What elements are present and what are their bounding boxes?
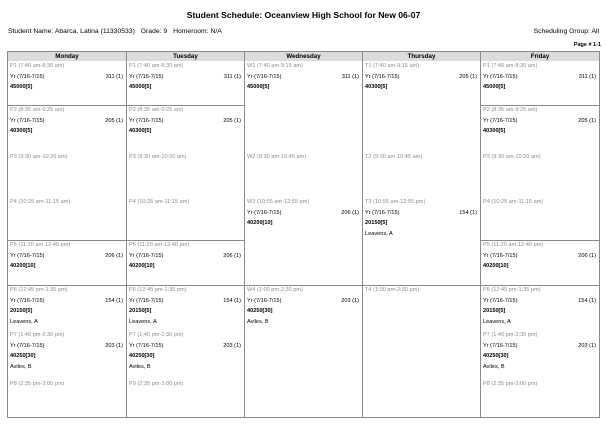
period-time: P1 (7:40 am-8:30 am) <box>10 63 65 69</box>
period-time: P5 (11:20 am-12:40 pm) <box>483 242 544 248</box>
course-code: 40300[5] <box>365 84 388 90</box>
scheduling-group <box>534 28 599 35</box>
teacher: Leavens, A <box>365 230 393 237</box>
course-code: 45000[5] <box>247 84 270 90</box>
period-time: P6 (12:45 pm-1:35 pm) <box>129 287 187 293</box>
room: 154 (1) <box>459 209 477 216</box>
period-block <box>247 61 359 93</box>
course-code: 40250[30] <box>129 353 155 359</box>
period-block <box>483 285 596 327</box>
period-block <box>483 105 596 137</box>
period-block <box>10 330 123 372</box>
column-wednesday <box>245 61 363 417</box>
period-block <box>365 152 477 163</box>
room: 205 (1) <box>578 117 596 124</box>
course-code: 40300[5] <box>483 128 506 134</box>
period-block <box>10 379 123 390</box>
term: Yr (7/16-7/15) <box>10 117 45 124</box>
course-code: 20150[5] <box>483 308 506 314</box>
period-block <box>365 285 477 296</box>
period-time: W4 (1:00 pm-2:30 pm) <box>247 287 303 293</box>
period-time: P3 (9:30 am-10:20 am) <box>129 154 187 160</box>
term: Yr (7/16-7/15) <box>129 73 164 80</box>
period-time: W3 (10:55 am-12:55 pm) <box>247 199 310 205</box>
period-block <box>10 152 123 163</box>
period-time: P4 (10:25 am-11:15 am) <box>10 199 71 205</box>
teacher: Aviles, B <box>10 363 32 370</box>
teacher: Aviles, B <box>247 318 269 325</box>
period-block <box>10 285 123 327</box>
scheduling-group-label: Scheduling Group: <box>533 28 590 35</box>
term: Yr (7/16-7/15) <box>10 297 45 304</box>
room: 205 (1) <box>105 117 123 124</box>
course-code: 20150[5] <box>129 308 152 314</box>
term: Yr (7/16-7/15) <box>10 252 45 259</box>
period-block <box>10 105 123 137</box>
period-time: W2 (9:30 am-10:45 am) <box>247 154 307 160</box>
period-block <box>247 152 359 163</box>
period-time: P5 (11:20 am-12:40 pm) <box>10 242 71 248</box>
homeroom-value: N/A <box>210 28 222 35</box>
period-time: P4 (10:25 am-11:15 am) <box>129 199 190 205</box>
term: Yr (7/16-7/15) <box>129 117 164 124</box>
period-block <box>247 197 359 229</box>
period-block <box>483 61 596 93</box>
period-time: P8 (2:35 pm-3:00 pm) <box>10 381 65 387</box>
room: 206 (1) <box>578 252 596 259</box>
period-time: P6 (12:45 pm-1:35 pm) <box>10 287 68 293</box>
term: Yr (7/16-7/15) <box>483 342 518 349</box>
room: 205 (1) <box>459 73 477 80</box>
term: Yr (7/16-7/15) <box>10 73 45 80</box>
period-time: P3 (9:30 am-10:20 am) <box>483 154 541 160</box>
teacher: Aviles, B <box>129 363 151 370</box>
room: 154 (1) <box>578 297 596 304</box>
term: Yr (7/16-7/15) <box>365 209 400 216</box>
day-header-tuesday: Tuesday <box>127 52 245 61</box>
period-block <box>129 379 241 390</box>
period-time: P1 (7:40 am-8:30 am) <box>129 63 184 69</box>
page-number: Page # 1-1 <box>573 42 601 48</box>
student-label: Student Name: <box>8 28 54 35</box>
period-time: P7 (1:40 pm-2:30 pm) <box>483 332 538 338</box>
room: 206 (1) <box>105 252 123 259</box>
column-friday <box>481 61 599 417</box>
period-time: T1 (7:40 am-9:15 am) <box>365 63 420 69</box>
grade-label: Grade: <box>140 28 162 35</box>
room: 311 (1) <box>341 73 359 80</box>
period-time: P2 (8:35 am-9:25 am) <box>129 107 184 113</box>
scheduling-group-value: All <box>591 28 599 35</box>
period-block <box>10 240 123 272</box>
term: Yr (7/16-7/15) <box>483 117 518 124</box>
term: Yr (7/16-7/15) <box>483 252 518 259</box>
column-tuesday <box>127 61 245 417</box>
room: 154 (1) <box>223 297 241 304</box>
course-code: 45000[5] <box>129 84 152 90</box>
term: Yr (7/16-7/15) <box>10 342 45 349</box>
course-code: 40250[30] <box>247 308 273 314</box>
day-header-friday: Friday <box>481 52 599 61</box>
homeroom-label: Homeroom: <box>173 28 209 35</box>
course-code: 40200[10] <box>129 263 155 269</box>
room: 203 (1) <box>578 342 596 349</box>
course-code: 40300[5] <box>10 128 33 134</box>
room: 206 (1) <box>341 209 359 216</box>
period-block <box>129 330 241 372</box>
room: 203 (1) <box>105 342 123 349</box>
period-block <box>129 152 241 163</box>
day-header-wednesday: Wednesday <box>245 52 363 61</box>
room: 311 (1) <box>223 73 241 80</box>
period-block <box>129 61 241 93</box>
term: Yr (7/16-7/15) <box>129 297 164 304</box>
room: 205 (1) <box>223 117 241 124</box>
term: Yr (7/16-7/15) <box>247 209 282 216</box>
period-time: P6 (12:45 pm-1:35 pm) <box>483 287 541 293</box>
report-title: Student Schedule: Oceanview High School for New 06-07 <box>186 10 421 20</box>
day-header-thursday: Thursday <box>363 52 481 61</box>
period-block <box>483 330 596 372</box>
period-block <box>129 197 241 208</box>
term: Yr (7/16-7/15) <box>365 73 400 80</box>
room: 311 (1) <box>105 73 123 80</box>
course-code: 40200[10] <box>10 263 36 269</box>
period-time: P1 (7:40 am-8:30 am) <box>483 63 538 69</box>
schedule-grid <box>7 51 600 418</box>
period-block <box>10 197 123 208</box>
period-time: T2 (9:30 am-10:45 am) <box>365 154 423 160</box>
room: 206 (1) <box>223 252 241 259</box>
student-info <box>8 28 222 35</box>
term: Yr (7/16-7/15) <box>247 73 282 80</box>
teacher: Leavens, A <box>129 318 157 325</box>
room: 154 (1) <box>105 297 123 304</box>
term: Yr (7/16-7/15) <box>483 297 518 304</box>
period-time: W1 (7:40 am-9:15 am) <box>247 63 303 69</box>
term: Yr (7/16-7/15) <box>247 297 282 304</box>
period-time: P2 (8:35 am-9:25 am) <box>483 107 538 113</box>
period-time: P4 (10:25 am-11:15 am) <box>483 199 544 205</box>
student-name: Abarca, Latina (11330533) <box>54 28 135 35</box>
course-code: 20150[5] <box>10 308 33 314</box>
period-time: P7 (1:40 pm-2:30 pm) <box>129 332 184 338</box>
term: Yr (7/16-7/15) <box>483 73 518 80</box>
term: Yr (7/16-7/15) <box>129 252 164 259</box>
period-time: P8 (2:35 pm-3:00 pm) <box>483 381 538 387</box>
period-block <box>483 197 596 208</box>
period-block <box>129 240 241 272</box>
course-code: 40200[10] <box>483 263 509 269</box>
period-block <box>365 61 477 93</box>
course-code: 40250[30] <box>483 353 509 359</box>
period-time: P3 (9:30 am-10:20 am) <box>10 154 68 160</box>
teacher: Leavens, A <box>483 318 511 325</box>
teacher: Leavens, A <box>10 318 38 325</box>
room: 203 (1) <box>341 297 359 304</box>
column-monday <box>8 61 127 417</box>
period-block <box>129 105 241 137</box>
teacher: Aviles, B <box>483 363 505 370</box>
room: 311 (1) <box>578 73 596 80</box>
period-block <box>247 285 359 327</box>
period-time: T3 (10:55 am-12:55 pm) <box>365 199 426 205</box>
period-time: P2 (8:35 am-9:25 am) <box>10 107 65 113</box>
room: 203 (1) <box>223 342 241 349</box>
period-block <box>483 152 596 163</box>
period-block <box>129 285 241 327</box>
course-code: 45000[5] <box>483 84 506 90</box>
period-time: P7 (1:40 pm-2:30 pm) <box>10 332 65 338</box>
course-code: 45000[5] <box>10 84 33 90</box>
column-thursday <box>363 61 481 417</box>
period-block <box>365 197 477 239</box>
course-code: 20150[5] <box>365 220 388 226</box>
period-time: T4 (1:00 pm-2:30 pm) <box>365 287 420 293</box>
period-block <box>10 61 123 93</box>
period-time: P9 (2:35 pm-3:00 pm) <box>129 381 184 387</box>
course-code: 40300[5] <box>129 128 152 134</box>
course-code: 40200[10] <box>247 220 273 226</box>
period-time: P5 (11:20 am-12:40 pm) <box>129 242 190 248</box>
grade-value: 9 <box>163 28 168 35</box>
course-code: 40250[30] <box>10 353 36 359</box>
day-header-monday: Monday <box>8 52 127 61</box>
term: Yr (7/16-7/15) <box>129 342 164 349</box>
period-block <box>483 379 596 390</box>
period-block <box>483 240 596 272</box>
